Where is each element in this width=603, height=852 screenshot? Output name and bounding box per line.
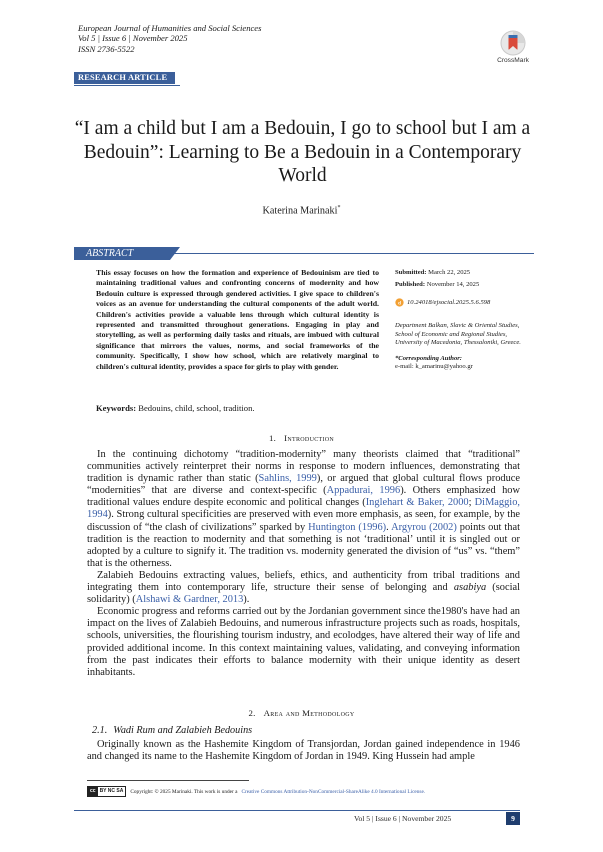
intro-paragraph-3: Economic progress and reforms carried out by the Jordanian government since the1980's have had an impact on the lives of Zalabieh Bedouins, and numerous infrastructure projects such as roads, hospitals, schools, universities, the flourishing tourism industry, and ecolodges, have altered their way of life and provided additional income. In this context maintaining values, validating, and conveying information from the past indicates their efforts to balance modernity with their unique identity as desert inhabitants.: [87, 606, 520, 678]
cc-badge-left: cc: [90, 788, 96, 794]
published-date: November 14, 2025: [426, 281, 480, 289]
citation-link[interactable]: Inglehart & Baker, 2000: [365, 497, 469, 509]
copyright-text: Copyright: © 2025 Marinaki. This work is under a: [130, 788, 238, 795]
journal-header: [78, 23, 261, 54]
abstract-text: This essay focuses on how the formation and experience of Bedouinism are tied to maintaining traditional values and confronting concerns of modernity and how Bedouin culture is expressed through gendered activities. I give space to children's voices as an avenue for understanding the cultural components of the adult world. Children's activities provide a valuable lens through which cultural identity is represented and transmitted throughout generations. Engaging in play and storytelling, as well as performing daily tasks and rituals, are imbued with cultural significance that mirrors the values, norms, and social frameworks of the community. Specifically, I show how school, which are relatively marginal to children's cultural identity, provides a space for girls to play with gender.: [96, 268, 379, 371]
article-type-banner: RESEARCH ARTICLE: [74, 72, 175, 84]
doi-row[interactable]: [395, 298, 535, 307]
author-name: Katerina Marinaki: [262, 205, 338, 217]
intro-paragraph-1: In the continuing dichotomy “tradition-modernity” many theorists claimed that “traditional” communities actively reinterpret their norms in response to modern influences, demonstrating that tradition is dynamic rather than static (Sahlins, 1999), or argued that global cultural flows produce “modernities” that are diverse and context-specific (Appadurai, 1996). Others emphasized how traditional values endure despite economic and political changes (Inglehart & Baker, 2000; DiMaggio, 1994). Strong cultural specificities are preserved with even more emphasis, as seen, for example, by the discussion of “the clash of civilizations” sparked by Huntington (1996). Argyrou (2002) points out that tradition is the reaction to modernity and that something is not ‘traditional’ until it is singled out or adopted by a culture to signify it. The tradition vs. modernity generated the division of “us” vs. “them” that is the otherness.: [87, 449, 521, 569]
article-type-rule: [74, 85, 180, 86]
footer-rule: [74, 810, 520, 811]
crossmark-label: CrossMark: [497, 57, 529, 64]
license-link[interactable]: Creative Commons Attribution-NonCommercial-ShareAlike 4.0 International License.: [241, 788, 426, 795]
subsection-title: Wadi Rum and Zalabieh Bedouins: [113, 725, 253, 736]
department-affiliation: Department Balkan, Slavic & Oriental Studies, School of Economic and Regional Studies, University of Macedonia, Thessaloniki, Greece.: [395, 322, 521, 346]
italic-term: asabiya: [453, 582, 487, 594]
subsection-number: 2.1.: [92, 725, 108, 736]
journal-name: European Journal of Humanities and Social Sciences: [78, 23, 262, 33]
crossmark-icon: [500, 30, 526, 56]
keywords: [96, 403, 255, 413]
author-line: [0, 205, 603, 216]
citation-link[interactable]: Alshawi & Gardner, 2013: [135, 594, 244, 606]
page-number: 9: [506, 812, 520, 825]
citation-link[interactable]: Argyrou (2002): [391, 521, 457, 533]
footnote-rule: [87, 780, 249, 781]
svg-text:d: d: [398, 300, 401, 306]
published-row: [395, 281, 535, 289]
section-number: 2.: [248, 708, 256, 718]
volume-line: Vol 5 | Issue 6 | November 2025: [78, 33, 188, 44]
section-number: 1.: [268, 433, 277, 443]
section-title: Introduction: [284, 433, 335, 443]
cc-badge-right: BY NC SA: [99, 788, 124, 794]
abstract-heading: ABSTRACT: [74, 247, 170, 260]
area-paragraph-1: Originally known as the Hashemite Kingdom of Transjordan, Jordan gained independence in 1946 and changed its name to the Hashemite Kingdom of Jordan in 1949. King Hussein had ample: [87, 739, 520, 763]
doi-icon: [395, 298, 404, 307]
issn: ISSN 2736-5522: [78, 43, 135, 54]
submitted-row: [395, 269, 535, 277]
footer-issue-info: Vol 5 | Issue 6 | November 2025: [354, 814, 452, 823]
author-email[interactable]: e-mail: k_amarinu@yahoo.gr: [395, 363, 473, 371]
article-info: [395, 269, 535, 371]
crossmark-badge[interactable]: [493, 30, 533, 64]
submitted-label: Submitted:: [395, 269, 427, 276]
license-note: [87, 786, 425, 797]
author-marker: *: [337, 205, 341, 211]
keywords-text: Bedouins, child, school, tradition.: [138, 403, 255, 413]
introduction-body: [87, 449, 520, 679]
cc-license-badge[interactable]: [87, 786, 126, 797]
doi-link[interactable]: 10.24018/ejsocial.2025.5.6.598: [407, 298, 491, 306]
citation-link[interactable]: DiMaggio, 1994: [87, 497, 520, 521]
section-title: Area and Methodology: [263, 708, 355, 718]
corresponding-author: [395, 355, 535, 371]
published-label: Published:: [395, 281, 426, 289]
section-heading-introduction: [0, 433, 603, 443]
keywords-label: Keywords:: [96, 403, 137, 413]
corresponding-label: *Corresponding Author:: [395, 355, 462, 363]
intro-paragraph-2: Zalabieh Bedouins extracting values, beliefs, ethics, and authenticity from tribal traditions and integrating them into contemporary life, structure their sense of belonging and asabiya (social solidarity) (Alshawi & Gardner, 2013).: [87, 569, 520, 606]
abstract-heading-tab: [170, 247, 180, 260]
citation-link[interactable]: Appadurai, 1996: [326, 485, 401, 497]
citation-link[interactable]: Sahlins, 1999: [258, 473, 317, 485]
section-heading-area-methodology: [0, 708, 603, 718]
area-body: [87, 739, 520, 763]
citation-link[interactable]: Huntington (1996): [308, 521, 387, 533]
submitted-date: March 22, 2025: [428, 269, 471, 276]
subsection-heading: [92, 725, 252, 736]
article-title: “I am a child but I am a Bedouin, I go to school but I am a Bedouin”: Learning to Be a Bedouin in a Contemporary World: [74, 118, 531, 186]
